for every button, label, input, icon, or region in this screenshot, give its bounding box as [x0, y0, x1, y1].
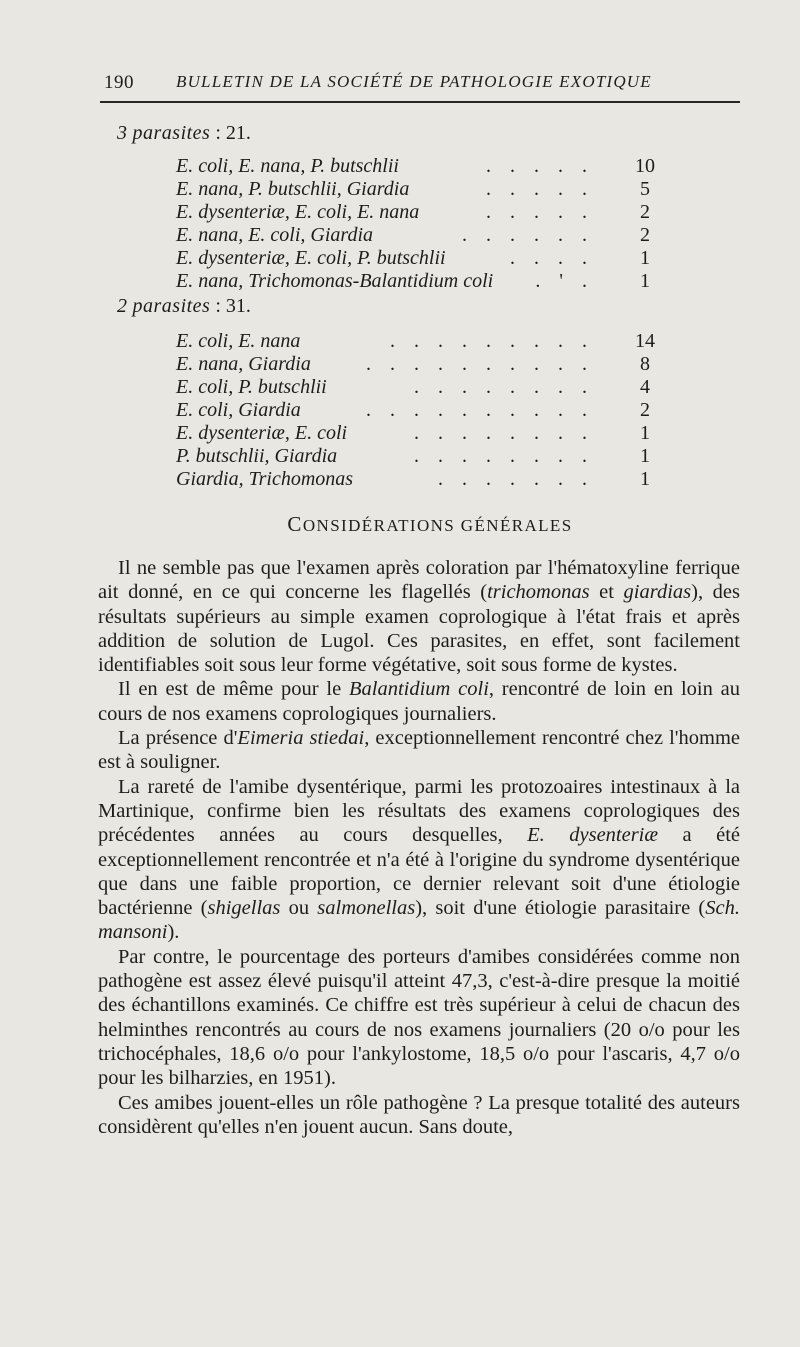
- running-title: BULLETIN DE LA SOCIÉTÉ DE PATHOLOGIE EXOTIQUE: [176, 72, 652, 91]
- leader-dots: . . . . . . .: [438, 468, 594, 490]
- group-heading-count: 3: [117, 122, 128, 144]
- table-row: [176, 178, 660, 202]
- table-row: [176, 270, 660, 294]
- paragraph: [98, 775, 740, 945]
- row-name: E. coli, E. nana, P. butschlii: [176, 155, 399, 177]
- table-row: [176, 422, 660, 446]
- group-heading-colon: :: [210, 295, 226, 317]
- row-value: 10: [635, 155, 655, 177]
- text-run: ou: [280, 897, 318, 920]
- group-heading-colon: :: [210, 122, 226, 144]
- row-name: E. nana, E. coli, Giardia: [176, 224, 374, 246]
- row-value: 1: [640, 270, 650, 292]
- text-run: La présence d': [118, 727, 238, 750]
- row-value: 2: [640, 201, 650, 223]
- row-name: E. nana, Trichomonas-Balantidium coli: [176, 270, 494, 292]
- row-name: E. dysenteriæ, E. coli, E. nana: [176, 201, 420, 223]
- table-row: [176, 399, 660, 423]
- leader-dots: . . . . . .: [462, 224, 594, 246]
- group-heading-2-parasites: [117, 295, 251, 318]
- row-value: 1: [640, 247, 650, 269]
- leader-dots: . . . .: [510, 247, 594, 269]
- text-run: Il ne semble pas que l'examen après coloration par l'hématoxyline ferrique ait donné, en ce qui concerne les flagellés (: [98, 557, 740, 604]
- leader-dots: . ' .: [535, 270, 594, 292]
- row-value: 1: [640, 422, 650, 444]
- paragraph: [98, 677, 740, 726]
- table-row: [176, 201, 660, 225]
- text-run: , rencontré de loin en loin au cours de nos examens coprologiques journaliers.: [98, 678, 740, 725]
- table-row: [176, 247, 660, 271]
- leader-dots: . . . . . . . . .: [390, 330, 594, 352]
- row-value: 14: [635, 330, 655, 352]
- row-name: E. dysenteriæ, E. coli, P. butschlii: [176, 247, 446, 269]
- group-heading-label: parasites: [132, 122, 211, 144]
- paragraph: [98, 556, 740, 677]
- header-rule: [100, 101, 740, 103]
- paragraph: Ces amibes jouent-elles un rôle pathogène ? La presque totalité des auteurs considèrent qu'elles n'en jouent aucun. Sans doute,: [98, 1091, 740, 1138]
- leader-dots: . . . . . . . . . .: [366, 399, 594, 421]
- row-name: E. nana, Giardia: [176, 353, 311, 375]
- row-name: E. coli, E. nana: [176, 330, 301, 352]
- text-run: ).: [167, 921, 180, 944]
- group-heading-3-parasites: [117, 122, 251, 145]
- paragraph: [98, 726, 740, 775]
- row-name: P. butschlii, Giardia: [176, 445, 338, 467]
- table-row: [176, 330, 660, 354]
- italic-run: Sch. mansoni: [98, 897, 740, 944]
- table-row: [176, 468, 660, 492]
- text-run: et: [589, 581, 624, 604]
- table-row: [176, 155, 660, 179]
- section-title-rest: ONSIDÉRATIONS GÉNÉRALES: [302, 516, 573, 535]
- row-value: 4: [640, 376, 650, 398]
- group-heading-value: 21.: [225, 122, 251, 144]
- text-run: Il en est de même pour le: [118, 678, 349, 701]
- italic-run: salmonellas: [317, 897, 416, 920]
- body-text: [98, 556, 740, 1139]
- paragraph: Par contre, le pourcentage des porteurs d'amibes considérées comme non pathogène est assez élevé puisqu'il atteint 47,3, c'est-à-dire presque la moitié des échantillons examinés. Ce chiffre est très supérieur à celui de chacun des helminthes rencontrés au cours de nos examens journaliers (20 o/o pour les trichocéphales, 18,6 o/o pour l'ankylostome, 18,5 o/o pour l'ascaris, 4,7 o/o pour les bilharzies, en 1951).: [98, 945, 740, 1090]
- leader-dots: . . . . .: [486, 201, 594, 223]
- row-value: 2: [640, 399, 650, 421]
- table-row: [176, 445, 660, 469]
- italic-run: Eimeria stiedai: [237, 727, 365, 750]
- row-name: E. dysenteriæ, E. coli: [176, 422, 348, 444]
- row-name: Giardia, Trichomonas: [176, 468, 354, 490]
- row-value: 1: [640, 445, 650, 467]
- italic-run: Balantidium coli: [349, 678, 489, 701]
- leader-dots: . . . . .: [486, 155, 594, 177]
- row-value: 8: [640, 353, 650, 375]
- text-run: La rareté de l'amibe dysentérique, parmi les protozoaires intestinaux à la Martinique, confirme bien les résultats des examens coprologiques des précédentes années au cours desquelles,: [98, 775, 740, 847]
- page-number: 190: [104, 72, 134, 93]
- section-title: [0, 512, 800, 537]
- row-name: E. nana, P. butschlii, Giardia: [176, 178, 410, 200]
- text-run: , exceptionnellement rencontré chez l'homme est à souligner.: [98, 727, 740, 774]
- leader-dots: . . . . .: [486, 178, 594, 200]
- leader-dots: . . . . . . . .: [414, 445, 594, 467]
- row-name: E. coli, P. butschlii: [176, 376, 327, 398]
- leader-dots: . . . . . . . .: [414, 422, 594, 444]
- text-run: ), soit d'une étiologie parasitaire (: [415, 897, 706, 920]
- table-row: [176, 353, 660, 377]
- italic-run: E. dysenteriæ: [527, 824, 659, 847]
- leader-dots: . . . . . . . . . .: [366, 353, 594, 375]
- text-run: a été exceptionnellement rencontrée et n'a été à l'origine du syndrome dysentérique que dans une faible proportion, ce dernier relevant soit d'une étiologie bactérienne (: [98, 824, 740, 920]
- group-heading-count: 2: [117, 295, 128, 317]
- table-row: [176, 376, 660, 400]
- page-header: [100, 72, 740, 102]
- leader-dots: . . . . . . . .: [414, 376, 594, 398]
- row-value: 1: [640, 468, 650, 490]
- row-value: 5: [640, 178, 650, 200]
- table-row: [176, 224, 660, 248]
- row-name: E. coli, Giardia: [176, 399, 301, 421]
- section-title-initial: C: [287, 512, 303, 536]
- italic-run: shigellas: [207, 897, 281, 920]
- group-heading-value: 31.: [225, 295, 251, 317]
- italic-run: trichomonas: [487, 581, 590, 604]
- row-value: 2: [640, 224, 650, 246]
- group-heading-label: parasites: [132, 295, 211, 317]
- italic-run: giardias: [623, 581, 692, 604]
- text-run: ), des résultats supérieurs au simple examen coprologique à l'état frais et après addition de solution de Lugol. Ces parasites, en effet, sont facilement identifiables soit sous leur forme végétative, soit sous forme de kystes.: [98, 581, 740, 677]
